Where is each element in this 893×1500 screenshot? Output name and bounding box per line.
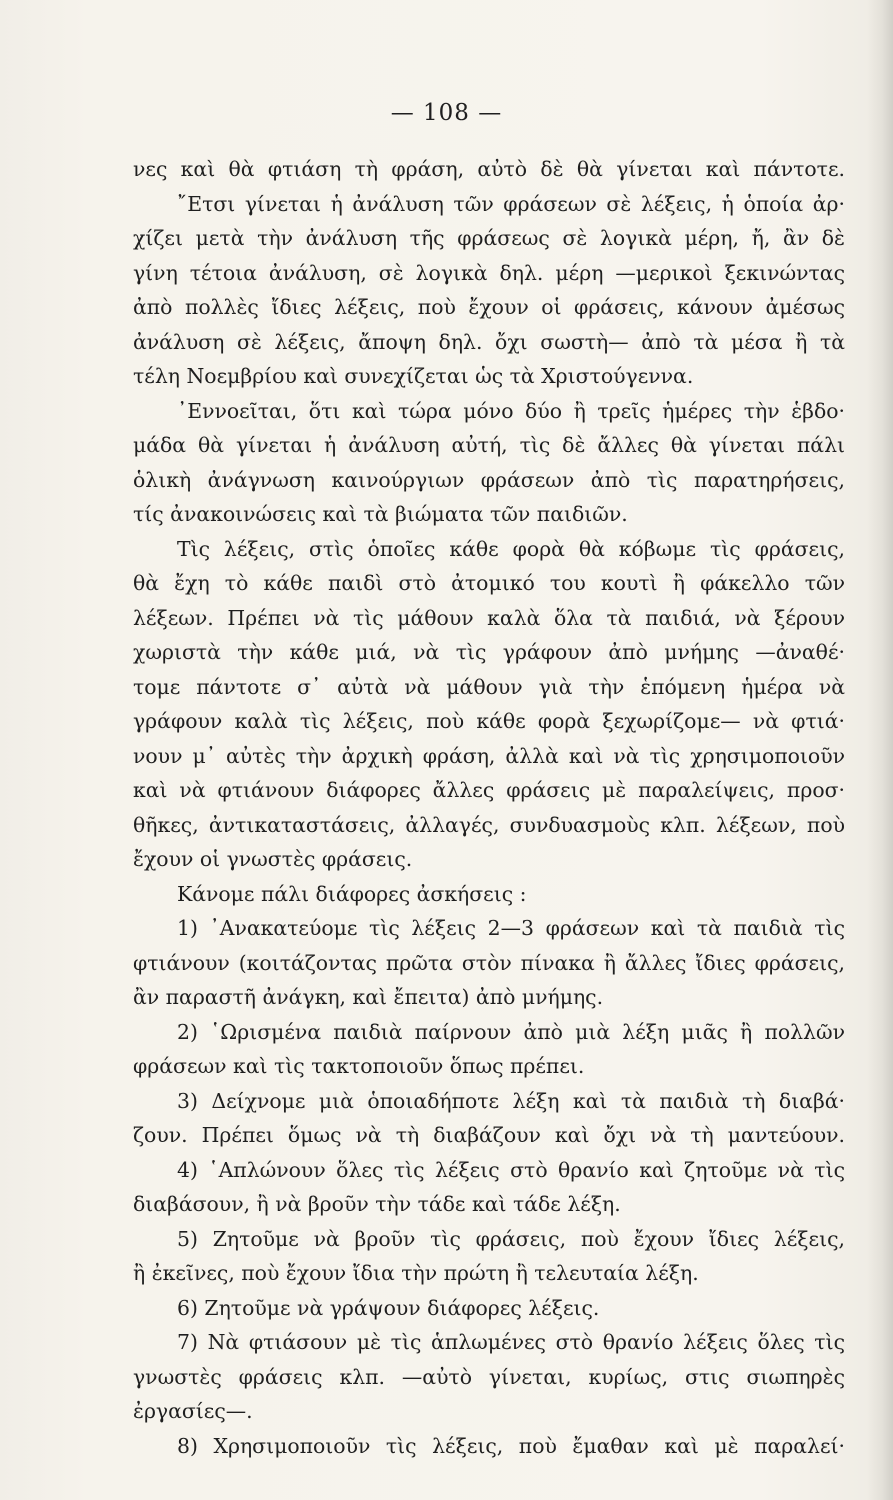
text-line: 2) ῾Ωρισμένα παιδιὰ παίρνουν ἀπὸ μιὰ λέξη μιᾶς ἢ πολλῶν bbox=[177, 1019, 845, 1044]
text-line: ἀνάλυση σὲ λέξεις, ἄποψη δηλ. ὄχι σωστὴ— ἀπὸ τὰ μέσα ἢ τὰ bbox=[133, 329, 845, 354]
text-line: ἂν παραστῆ ἀνάγκη, καὶ ἔπειτα) ἀπὸ μνήμης. bbox=[133, 985, 604, 1009]
text-line: διαβάσουν, ἢ νὰ βροῦν τὴν τάδε καὶ τάδε λέξη. bbox=[133, 1192, 621, 1216]
text-line: 8) Χρησιμοποιοῦν τὶς λέξεις, ποὺ ἔμαθαν καὶ μὲ παραλεί· bbox=[177, 1433, 845, 1458]
text-line: ἐργασίες—. bbox=[133, 1399, 253, 1423]
text-line: Κάνομε πάλι διάφορες ἀσκήσεις : bbox=[177, 881, 527, 906]
page-number: — 108 — bbox=[390, 100, 503, 126]
text-line: ὁλικὴ ἀνάγνωση καινούργιων φράσεων ἀπὸ τὶς παρατηρήσεις, bbox=[133, 467, 845, 492]
text-line: 3) Δείχνομε μιὰ ὁποιαδήποτε λέξη καὶ τὰ παιδιὰ τὴ διαβά· bbox=[177, 1088, 845, 1113]
text-line: γνωστὲς φράσεις κλπ. —αὐτὸ γίνεται, κυρίως, στις σιωπηρὲς bbox=[133, 1364, 845, 1389]
page-edge-shadow bbox=[867, 0, 893, 1500]
text-line: θῆκες, ἀντικαταστάσεις, ἀλλαγές, συνδυασμοὺς κλπ. λέξεων, ποὺ bbox=[133, 812, 845, 837]
body-text bbox=[133, 152, 845, 1463]
text-line: ᾿Εννοεῖται, ὅτι καὶ τώρα μόνο δύο ἢ τρεῖς ἡμέρες τὴν ἑβδο· bbox=[177, 398, 845, 423]
text-line: χωριστὰ τὴν κάθε μιά, νὰ τὶς γράφουν ἀπὸ μνήμης —ἀναθέ· bbox=[133, 640, 845, 664]
text-line: γράφουν καλὰ τὶς λέξεις, ποὺ κάθε φορὰ ξεχωρίζομε— νὰ φτιά· bbox=[133, 709, 845, 733]
text-line: νες καὶ θὰ φτιάση τὴ φράση, αὐτὸ δὲ θὰ γίνεται καὶ πάντοτε. bbox=[133, 157, 845, 181]
text-line: ἢ ἐκεῖνες, ποὺ ἔχουν ἴδια τὴν πρώτη ἢ τελευταία λέξη. bbox=[133, 1261, 699, 1285]
text-line: ζουν. Πρέπει ὅμως νὰ τὴ διαβάζουν καὶ ὄχι νὰ τὴ μαντεύουν. bbox=[133, 1123, 845, 1147]
text-line: μάδα θὰ γίνεται ἡ ἀνάλυση αὐτή, τὶς δὲ ἄλλες θὰ γίνεται πάλι bbox=[133, 433, 845, 457]
text-line: τέλη Νοεμβρίου καὶ συνεχίζεται ὡς τὰ Χριστούγεννα. bbox=[133, 364, 694, 388]
text-line: γίνη τέτοια ἀνάλυση, σὲ λογικὰ δηλ. μέρη —μερικοὶ ξεκινώντας bbox=[133, 260, 845, 285]
text-line: 7) Νὰ φτιάσουν μὲ τὶς ἁπλωμένες στὸ θρανίο λέξεις ὅλες τὶς bbox=[177, 1330, 845, 1354]
text-line: ἀπὸ πολλὲς ἴδιες λέξεις, ποὺ ἔχουν οἱ φράσεις, κάνουν ἀμέσως bbox=[133, 295, 845, 319]
text-line: νουν μ᾿ αὐτὲς τὴν ἀρχικὴ φράση, ἀλλὰ καὶ νὰ τὶς χρησιμοποιοῦν bbox=[133, 743, 845, 768]
text-line: λέξεων. Πρέπει νὰ τὶς μάθουν καλὰ ὅλα τὰ παιδιά, νὰ ξέρουν bbox=[133, 605, 845, 630]
text-line: φτιάνουν (κοιτάζοντας πρῶτα στὸν πίνακα ἢ ἄλλες ἴδιες φράσεις, bbox=[133, 950, 845, 975]
text-line: 5) Ζητοῦμε νὰ βροῦν τὶς φράσεις, ποὺ ἔχουν ἴδιες λέξεις, bbox=[177, 1226, 845, 1251]
text-line: τίς ἀνακοινώσεις καὶ τὰ βιώματα τῶν παιδιῶν. bbox=[133, 502, 628, 526]
text-line: καὶ νὰ φτιάνουν διάφορες ἄλλες φράσεις μὲ παραλείψεις, προσ· bbox=[133, 778, 845, 802]
text-line: 1) ᾿Ανακατεύομε τὶς λέξεις 2—3 φράσεων καὶ τὰ παιδιὰ τὶς bbox=[177, 916, 845, 940]
text-line: Τὶς λέξεις, στὶς ὁποῖες κάθε φορὰ θὰ κόβωμε τὶς φράσεις, bbox=[177, 536, 845, 561]
text-line: φράσεων καὶ τὶς τακτοποιοῦν ὅπως πρέπει. bbox=[133, 1054, 585, 1078]
text-line: 4) ῾Απλώνουν ὅλες τὶς λέξεις στὸ θρανίο καὶ ζητοῦμε νὰ τὶς bbox=[177, 1157, 845, 1182]
text-line: ἔχουν οἱ γνωστὲς φράσεις. bbox=[133, 847, 413, 871]
text-line: θὰ ἔχη τὸ κάθε παιδὶ στὸ ἀτομικό του κουτὶ ἢ φάκελλο τῶν bbox=[133, 571, 845, 595]
text-line: χίζει μετὰ τὴν ἀνάλυση τῆς φράσεως σὲ λογικὰ μέρη, ἤ, ἂν δὲ bbox=[133, 226, 845, 250]
text-line: ῎Ετσι γίνεται ἡ ἀνάλυση τῶν φράσεων σὲ λέξεις, ἡ ὁποία ἀρ· bbox=[177, 191, 845, 216]
text-line: 6) Ζητοῦμε νὰ γράψουν διάφορες λέξεις. bbox=[177, 1295, 600, 1320]
text-line: τομε πάντοτε σ᾿ αὐτὰ νὰ μάθουν γιὰ τὴν ἑπόμενη ἡμέρα νὰ bbox=[133, 674, 845, 699]
